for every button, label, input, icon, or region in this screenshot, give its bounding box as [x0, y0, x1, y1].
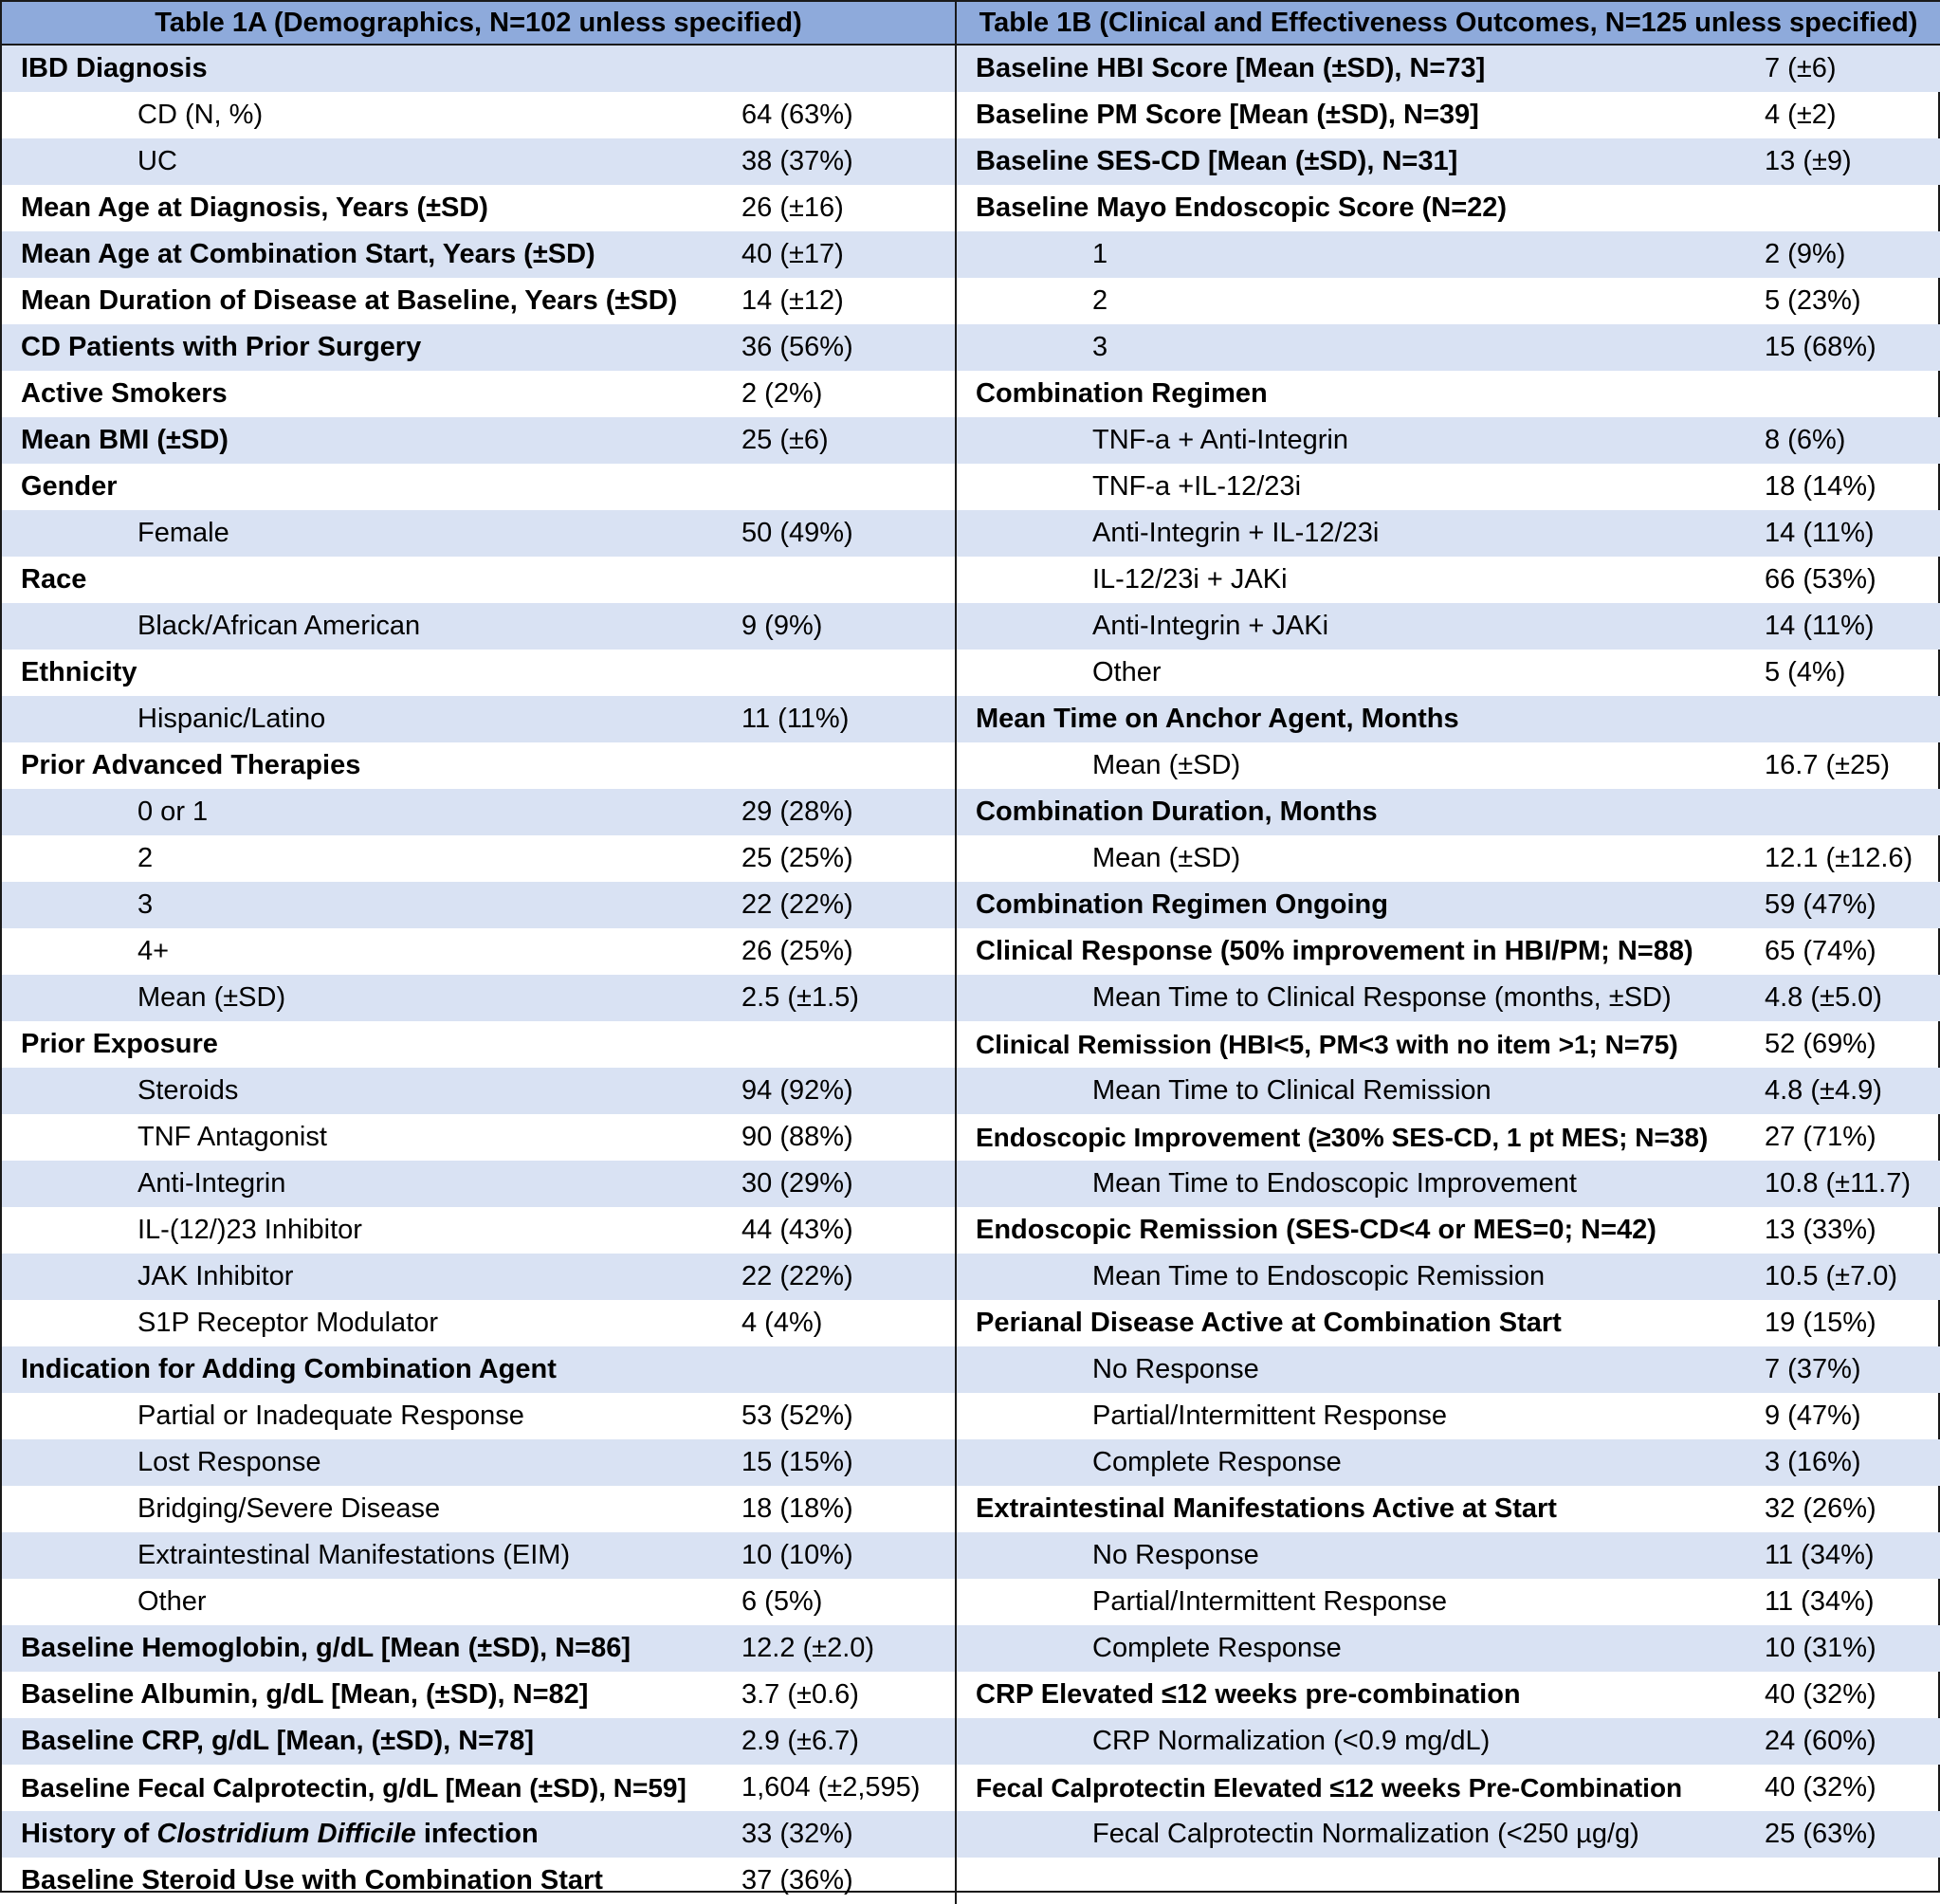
row-value: 7 (37%)	[1765, 1354, 1861, 1384]
row-value: 5 (23%)	[1765, 285, 1861, 316]
row-label: No Response	[1092, 1540, 1259, 1570]
row-label: Fecal Calprotectin Elevated ≤12 weeks Pre-Combination	[976, 1772, 1683, 1803]
row-label: Mean Time to Clinical Remission	[1092, 1075, 1492, 1106]
row-label: Baseline Fecal Calprotectin, g/dL [Mean (±SD), N=59]	[21, 1772, 686, 1803]
row-label: Female	[137, 518, 229, 548]
table-row	[2, 975, 955, 1021]
row-value: 12.2 (±2.0)	[741, 1633, 875, 1663]
table-row	[957, 1625, 1940, 1672]
table-row	[957, 928, 1940, 975]
row-value: 27 (71%)	[1765, 1122, 1876, 1152]
row-label: Clinical Response (50% improvement in HBI/PM; N=88)	[976, 936, 1693, 966]
table-row	[2, 1068, 955, 1114]
row-label: Bridging/Severe Disease	[137, 1493, 441, 1524]
table-row	[957, 1161, 1940, 1207]
row-label: Partial/Intermittent Response	[1092, 1401, 1447, 1431]
row-value: 26 (±16)	[741, 192, 844, 223]
row-label: Lost Response	[137, 1447, 321, 1477]
table-row	[957, 603, 1940, 650]
row-label: Prior Advanced Therapies	[21, 750, 361, 780]
table-row	[2, 928, 955, 975]
row-label: S1P Receptor Modulator	[137, 1308, 439, 1338]
row-value: 3 (16%)	[1765, 1447, 1861, 1477]
table-row	[2, 1393, 955, 1439]
row-value: 9 (9%)	[741, 611, 823, 641]
row-label: JAK Inhibitor	[137, 1261, 294, 1291]
row-label: Baseline Albumin, g/dL [Mean, (±SD), N=82]	[21, 1679, 589, 1710]
row-value: 22 (22%)	[741, 1261, 853, 1291]
row-label: Prior Exposure	[21, 1029, 218, 1059]
table-row	[957, 324, 1940, 371]
row-value: 32 (26%)	[1765, 1493, 1876, 1524]
table-row	[957, 1021, 1940, 1068]
table-row	[957, 1486, 1940, 1532]
row-label: 3	[137, 889, 154, 920]
row-label: Mean (±SD)	[1092, 750, 1241, 780]
row-label: Complete Response	[1092, 1633, 1342, 1663]
table-row	[957, 371, 1940, 417]
row-value: 40 (±17)	[741, 239, 844, 269]
row-label: Mean BMI (±SD)	[21, 425, 229, 455]
row-value: 53 (52%)	[741, 1401, 853, 1431]
table-row	[2, 1858, 955, 1904]
table-row	[957, 1300, 1940, 1346]
row-label: Complete Response	[1092, 1447, 1342, 1477]
row-label: Active Smokers	[21, 378, 228, 409]
row-value: 66 (53%)	[1765, 564, 1876, 595]
row-label: TNF-a + Anti-Integrin	[1092, 425, 1348, 455]
table-row	[2, 1718, 955, 1765]
row-label: Baseline HBI Score [Mean (±SD), N=73]	[976, 53, 1486, 83]
table-1b	[955, 2, 1940, 1904]
table-row	[957, 835, 1940, 882]
row-value: 37 (36%)	[741, 1865, 853, 1895]
row-value: 44 (43%)	[741, 1215, 853, 1245]
row-label: Combination Regimen	[976, 378, 1268, 409]
table-row	[957, 882, 1940, 928]
row-label: Partial or Inadequate Response	[137, 1401, 524, 1431]
table-row	[957, 650, 1940, 696]
row-value: 2.9 (±6.7)	[741, 1726, 859, 1756]
table-row	[957, 510, 1940, 557]
table-row	[957, 1765, 1940, 1811]
table-row	[2, 231, 955, 278]
table-row	[957, 92, 1940, 138]
table-row	[957, 1579, 1940, 1625]
table-row	[957, 1718, 1940, 1765]
row-label: Race	[21, 564, 87, 595]
table-row	[2, 1625, 955, 1672]
table-1b-title: Table 1B (Clinical and Effectiveness Outcomes, N=125 unless specified)	[957, 2, 1940, 46]
table-row	[2, 417, 955, 464]
row-value: 8 (6%)	[1765, 425, 1846, 455]
row-value: 24 (60%)	[1765, 1726, 1876, 1756]
row-label: Black/African American	[137, 611, 421, 641]
table-row	[957, 557, 1940, 603]
row-label: Combination Duration, Months	[976, 796, 1378, 827]
table-row	[2, 185, 955, 231]
table-row	[2, 1254, 955, 1300]
table-row	[2, 92, 955, 138]
table-row	[2, 557, 955, 603]
table-row	[2, 650, 955, 696]
row-value: 13 (±9)	[1765, 146, 1852, 176]
table-row	[2, 1579, 955, 1625]
row-value: 4 (4%)	[741, 1308, 823, 1338]
row-value: 25 (±6)	[741, 425, 829, 455]
organism-name: Clostridium Difficile	[156, 1819, 416, 1849]
row-label: CD Patients with Prior Surgery	[21, 332, 422, 362]
row-label: Hispanic/Latino	[137, 704, 326, 734]
row-value: 33 (32%)	[741, 1819, 853, 1849]
row-label: Mean (±SD)	[1092, 843, 1241, 873]
row-label: Fecal Calprotectin Normalization (<250 µg/g)	[1092, 1819, 1639, 1849]
row-label: Mean Time to Endoscopic Improvement	[1092, 1168, 1577, 1199]
row-value: 14 (±12)	[741, 285, 844, 316]
row-value: 4.8 (±5.0)	[1765, 982, 1882, 1013]
row-value: 10 (10%)	[741, 1540, 853, 1570]
table-row	[957, 1254, 1940, 1300]
row-value: 2.5 (±1.5)	[741, 982, 859, 1013]
row-label: TNF-a +IL-12/23i	[1092, 471, 1302, 502]
row-value: 90 (88%)	[741, 1122, 853, 1152]
row-value: 2 (9%)	[1765, 239, 1846, 269]
table-row	[2, 1300, 955, 1346]
row-label: Perianal Disease Active at Combination Start	[976, 1308, 1562, 1338]
row-value: 2 (2%)	[741, 378, 823, 409]
row-label: Baseline PM Score [Mean (±SD), N=39]	[976, 100, 1479, 130]
table-row	[957, 789, 1940, 835]
row-label: CRP Elevated ≤12 weeks pre-combination	[976, 1679, 1521, 1710]
row-label: Baseline Steroid Use with Combination Start	[21, 1865, 603, 1895]
table-row	[957, 1068, 1940, 1114]
row-label: Mean Time on Anchor Agent, Months	[976, 704, 1459, 734]
table-row	[2, 742, 955, 789]
row-value: 10.5 (±7.0)	[1765, 1261, 1898, 1291]
row-label: Clinical Remission (HBI<5, PM<3 with no item >1; N=75)	[976, 1029, 1678, 1059]
table-row	[957, 231, 1940, 278]
table-row	[2, 138, 955, 185]
row-value: 16.7 (±25)	[1765, 750, 1890, 780]
table-row	[2, 278, 955, 324]
table-row	[2, 371, 955, 417]
row-label: 3	[1092, 332, 1108, 362]
table-row	[957, 742, 1940, 789]
table-1b-body	[957, 46, 1940, 1904]
row-value: 4.8 (±4.9)	[1765, 1075, 1882, 1106]
table-row	[957, 278, 1940, 324]
row-label: CRP Normalization (<0.9 mg/dL)	[1092, 1726, 1491, 1756]
row-value: 10.8 (±11.7)	[1765, 1168, 1912, 1199]
table-row	[2, 1486, 955, 1532]
row-value: 25 (25%)	[741, 843, 853, 873]
row-label: Mean Time to Clinical Response (months, ±SD)	[1092, 982, 1672, 1013]
row-label: Baseline SES-CD [Mean (±SD), N=31]	[976, 146, 1458, 176]
table-row	[957, 1532, 1940, 1579]
table-row	[2, 1207, 955, 1254]
table-row	[2, 789, 955, 835]
row-label: 4+	[137, 936, 170, 966]
row-value: 40 (32%)	[1765, 1772, 1876, 1803]
row-label: Other	[137, 1586, 207, 1617]
table-row	[957, 1858, 1940, 1904]
table-row	[957, 696, 1940, 742]
row-value: 6 (5%)	[741, 1586, 823, 1617]
row-value: 40 (32%)	[1765, 1679, 1876, 1710]
row-label: Anti-Integrin + IL-12/23i	[1092, 518, 1380, 548]
row-value: 13 (33%)	[1765, 1215, 1876, 1245]
row-value: 25 (63%)	[1765, 1819, 1876, 1849]
row-label: Partial/Intermittent Response	[1092, 1586, 1447, 1617]
row-label: Anti-Integrin	[137, 1168, 286, 1199]
table-row	[957, 1393, 1940, 1439]
row-label: Steroids	[137, 1075, 239, 1106]
row-value: 15 (15%)	[741, 1447, 853, 1477]
row-label: IL-12/23i + JAKi	[1092, 564, 1288, 595]
table-row	[2, 1811, 955, 1858]
row-value: 52 (69%)	[1765, 1029, 1876, 1059]
row-label: Extraintestinal Manifestations Active at Start	[976, 1493, 1557, 1524]
row-value: 3.7 (±0.6)	[741, 1679, 859, 1710]
table-row	[957, 1346, 1940, 1393]
row-value: 50 (49%)	[741, 518, 853, 548]
table-row	[957, 1672, 1940, 1718]
row-value: 64 (63%)	[741, 100, 853, 130]
table-row	[2, 1346, 955, 1393]
row-value: 11 (34%)	[1765, 1540, 1875, 1570]
table-row	[957, 46, 1940, 92]
table-row	[2, 510, 955, 557]
row-label: TNF Antagonist	[137, 1122, 327, 1152]
row-value: 9 (47%)	[1765, 1401, 1861, 1431]
row-label: IBD Diagnosis	[21, 53, 208, 83]
row-label: Mean Duration of Disease at Baseline, Years (±SD)	[21, 285, 678, 316]
row-label: CD (N, %)	[137, 100, 264, 130]
row-value: 4 (±2)	[1765, 100, 1837, 130]
row-label: 0 or 1	[137, 796, 209, 827]
table-row	[957, 1207, 1940, 1254]
row-value: 30 (29%)	[741, 1168, 853, 1199]
row-label: Other	[1092, 657, 1162, 687]
row-label: No Response	[1092, 1354, 1259, 1384]
row-label: Mean Time to Endoscopic Remission	[1092, 1261, 1546, 1291]
row-value: 36 (56%)	[741, 332, 853, 362]
row-value: 26 (25%)	[741, 936, 853, 966]
row-value: 18 (14%)	[1765, 471, 1876, 502]
row-label: 1	[1092, 239, 1108, 269]
row-value: 7 (±6)	[1765, 53, 1837, 83]
table-row	[957, 417, 1940, 464]
row-label: 2	[1092, 285, 1108, 316]
row-value: 19 (15%)	[1765, 1308, 1876, 1338]
row-value: 5 (4%)	[1765, 657, 1846, 687]
row-label: Baseline Mayo Endoscopic Score (N=22)	[976, 192, 1508, 223]
table-row	[2, 324, 955, 371]
row-label: UC	[137, 146, 177, 176]
table-row	[2, 1672, 955, 1718]
row-label: Indication for Adding Combination Agent	[21, 1354, 557, 1384]
row-label: History of Clostridium Difficile infection	[21, 1819, 539, 1849]
row-label: Extraintestinal Manifestations (EIM)	[137, 1540, 571, 1570]
row-label: Anti-Integrin + JAKi	[1092, 611, 1329, 641]
table-row	[2, 882, 955, 928]
row-value: 1,604 (±2,595)	[741, 1772, 921, 1803]
row-label: IL-(12/)23 Inhibitor	[137, 1215, 362, 1245]
row-label: Endoscopic Remission (SES-CD<4 or MES=0; N=42)	[976, 1215, 1656, 1245]
table-row	[957, 464, 1940, 510]
row-value: 65 (74%)	[1765, 936, 1876, 966]
row-label: Combination Regimen Ongoing	[976, 889, 1388, 920]
row-label: Ethnicity	[21, 657, 137, 687]
row-label: Mean Age at Diagnosis, Years (±SD)	[21, 192, 488, 223]
row-value: 59 (47%)	[1765, 889, 1876, 920]
row-value: 14 (11%)	[1765, 611, 1875, 641]
table-row	[2, 1114, 955, 1161]
row-label: Mean (±SD)	[137, 982, 286, 1013]
row-value: 38 (37%)	[741, 146, 853, 176]
table-row	[957, 1114, 1940, 1161]
row-label: 2	[137, 843, 154, 873]
row-label: Endoscopic Improvement (≥30% SES-CD, 1 pt MES; N=38)	[976, 1122, 1709, 1152]
table-row	[957, 975, 1940, 1021]
table-row	[957, 185, 1940, 231]
table-row	[2, 603, 955, 650]
row-value: 29 (28%)	[741, 796, 853, 827]
table-1a-body	[2, 46, 955, 1904]
table-row	[2, 1439, 955, 1486]
row-value: 11 (34%)	[1765, 1586, 1875, 1617]
row-value: 12.1 (±12.6)	[1765, 843, 1913, 873]
table-row	[957, 138, 1940, 185]
row-value: 15 (68%)	[1765, 332, 1876, 362]
row-value: 22 (22%)	[741, 889, 853, 920]
table-row	[2, 46, 955, 92]
row-label: Gender	[21, 471, 118, 502]
row-value: 10 (31%)	[1765, 1633, 1876, 1663]
row-label: Mean Age at Combination Start, Years (±SD)	[21, 239, 595, 269]
row-value: 18 (18%)	[741, 1493, 853, 1524]
row-value: 14 (11%)	[1765, 518, 1875, 548]
table-1a-title: Table 1A (Demographics, N=102 unless specified)	[2, 2, 955, 46]
table-1a	[2, 2, 955, 1904]
table-row	[957, 1439, 1940, 1486]
table-row	[2, 1765, 955, 1811]
table-row	[2, 1161, 955, 1207]
row-value: 11 (11%)	[741, 704, 850, 734]
table-row	[2, 835, 955, 882]
table-row	[2, 1532, 955, 1579]
row-label: Baseline Hemoglobin, g/dL [Mean (±SD), N=86]	[21, 1633, 631, 1663]
table-row	[2, 1021, 955, 1068]
row-label: Baseline CRP, g/dL [Mean, (±SD), N=78]	[21, 1726, 535, 1756]
table-row	[957, 1811, 1940, 1858]
table-row	[2, 464, 955, 510]
row-value: 94 (92%)	[741, 1075, 853, 1106]
table-row	[2, 696, 955, 742]
